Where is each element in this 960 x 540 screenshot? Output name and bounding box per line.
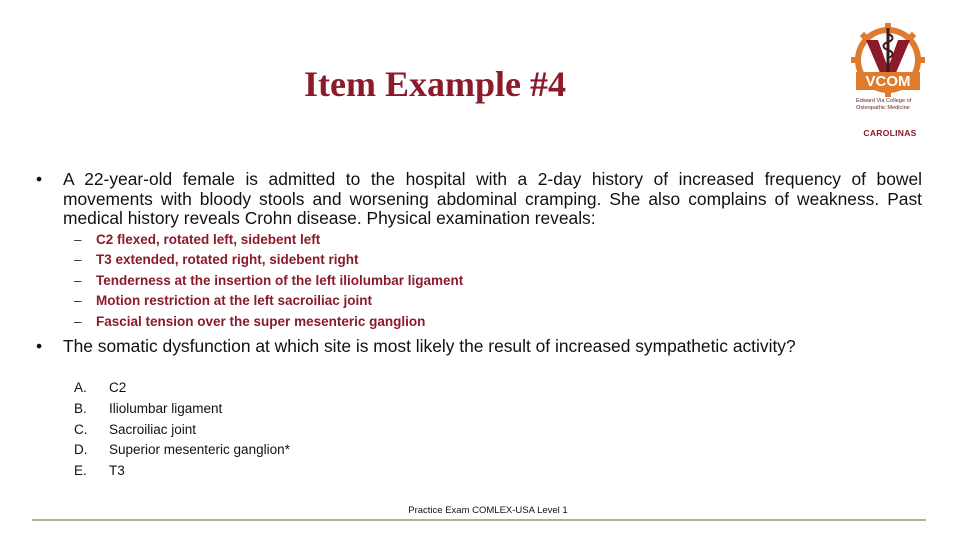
option-text: C2 — [109, 380, 127, 395]
option-text: Sacroiliac joint — [109, 421, 197, 437]
finding-text: C2 flexed, rotated left, sidebent left — [96, 232, 321, 247]
slide-title: Item Example #4 — [304, 64, 566, 104]
bullet-icon: • — [36, 336, 43, 356]
option-letter: D. — [74, 442, 88, 458]
finding-text: Tenderness at the insertion of the left iliolumbar ligament — [96, 272, 464, 288]
dash-icon: – — [74, 252, 82, 268]
logo-tagline-line-1: Edward Via College of — [856, 98, 912, 104]
dash-icon: – — [74, 232, 82, 247]
question-text: The somatic dysfunction at which site is most likely the result of increased sympathetic activity? — [63, 336, 796, 356]
finding-text: T3 extended, rotated right, sidebent right — [96, 252, 359, 268]
option-letter: A. — [74, 380, 87, 395]
option-text: T3 — [109, 463, 125, 479]
footer-divider — [32, 519, 926, 521]
dash-icon: – — [74, 272, 82, 288]
bullet-icon: • — [36, 169, 43, 189]
footer-text: Practice Exam COMLEX-USA Level 1 — [408, 505, 568, 516]
option-letter: E. — [74, 463, 87, 479]
logo-emblem-icon — [848, 18, 932, 98]
finding-text: Motion restriction at the left sacroiliac joint — [96, 293, 373, 309]
finding-text: Fascial tension over the super mesenteric ganglion — [96, 313, 426, 329]
option-text: Iliolumbar ligament — [109, 400, 223, 416]
vcom-logo — [848, 18, 932, 142]
option-text: Superior mesenteric ganglion* — [109, 442, 290, 458]
stem-text: A 22-year-old female is admitted to the hospital with a 2-day history of increased frequency of bowel movements with bloody stools and worsening abdominal cramping. She also complains of weakness. Past medical history reveals Crohn disease. Physical examination reveals: — [63, 169, 922, 228]
logo-letters: VCOM — [865, 73, 911, 90]
question-stem — [36, 170, 922, 229]
question-prompt — [36, 336, 922, 356]
logo-tagline — [856, 98, 928, 111]
logo-region: CAROLINAS — [863, 128, 917, 138]
option-letter: B. — [74, 400, 87, 416]
dash-icon: – — [74, 293, 82, 309]
dash-icon: – — [74, 313, 82, 329]
logo-tagline-line-2: Osteopathic Medicine — [856, 104, 910, 111]
option-letter: C. — [74, 421, 88, 437]
